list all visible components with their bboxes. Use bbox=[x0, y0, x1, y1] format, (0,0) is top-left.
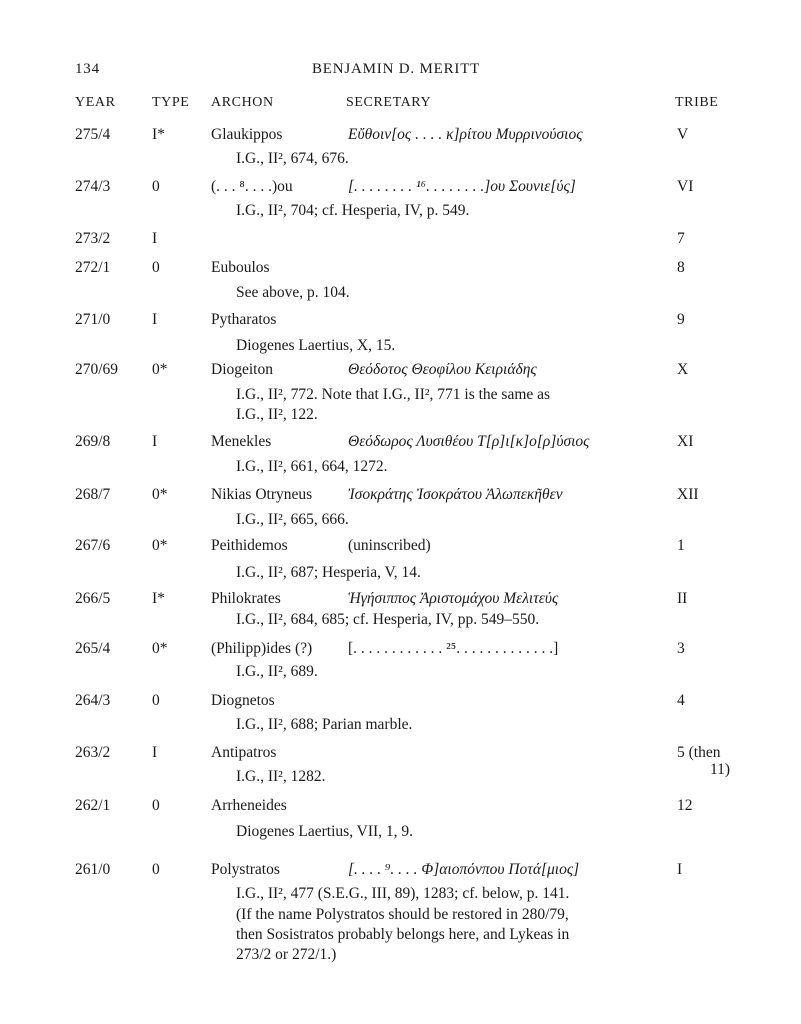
row-tribe: 8 bbox=[677, 259, 685, 276]
row-archon: (Philipp)ides (?) bbox=[211, 640, 313, 657]
row-archon: Glaukippos bbox=[211, 126, 283, 143]
row-year: 272/1 bbox=[75, 259, 111, 276]
row-type: 0 bbox=[152, 861, 160, 878]
row-note: then Sosistratos probably belongs here, and Lykeas in bbox=[236, 926, 570, 943]
row-tribe: X bbox=[677, 361, 689, 378]
row-archon: Pytharatos bbox=[211, 311, 277, 328]
row-year: 269/8 bbox=[75, 433, 111, 450]
row-tribe: 5 (then bbox=[677, 744, 721, 761]
row-year: 267/6 bbox=[75, 537, 111, 554]
running-title: BENJAMIN D. MERITT bbox=[312, 61, 481, 77]
row-archon: Polystratos bbox=[211, 861, 280, 878]
row-tribe-continuation: 11) bbox=[710, 761, 731, 778]
row-tribe: 1 bbox=[677, 537, 685, 554]
row-year: 273/2 bbox=[75, 230, 111, 247]
row-type: I bbox=[152, 230, 158, 247]
row-note: I.G., II², 688; Parian marble. bbox=[236, 716, 413, 733]
row-year: 261/0 bbox=[75, 861, 111, 878]
row-secretary: (uninscribed) bbox=[348, 537, 431, 554]
row-type: 0 bbox=[152, 797, 160, 814]
row-note: I.G., II², 684, 685; cf. Hesperia, IV, pp. 549–550. bbox=[236, 611, 540, 628]
row-tribe: II bbox=[677, 590, 688, 607]
row-note: I.G., II², 772. Note that I.G., II², 771 is the same as bbox=[236, 386, 551, 403]
row-type: 0* bbox=[152, 640, 168, 657]
row-year: 262/1 bbox=[75, 797, 111, 814]
row-tribe: 12 bbox=[677, 797, 693, 814]
row-note: I.G., II², 122. bbox=[236, 406, 318, 423]
row-type: 0 bbox=[152, 178, 160, 195]
row-note: 273/2 or 272/1.) bbox=[236, 946, 337, 963]
row-tribe: 3 bbox=[677, 640, 685, 657]
column-header-type: TYPE bbox=[152, 95, 190, 110]
row-note: I.G., II², 661, 664, 1272. bbox=[236, 458, 388, 475]
row-type: I* bbox=[152, 126, 165, 143]
row-archon: Diogeiton bbox=[211, 361, 273, 378]
row-note: I.G., II², 477 (S.E.G., III, 89), 1283; cf. below, p. 141. bbox=[236, 885, 570, 902]
row-note: Diogenes Laertius, VII, 1, 9. bbox=[236, 823, 414, 840]
row-tribe: 9 bbox=[677, 311, 685, 328]
column-header-tribe: TRIBE bbox=[675, 95, 719, 110]
row-archon: Antipatros bbox=[211, 744, 277, 761]
row-note: I.G., II², 665, 666. bbox=[236, 511, 349, 528]
row-archon: Nikias Otryneus bbox=[211, 486, 313, 503]
row-secretary: Ἰσοκράτης Ἰσοκράτου Ἀλωπεκῆθεν bbox=[348, 486, 563, 503]
column-header-secretary: SECRETARY bbox=[346, 95, 432, 110]
row-secretary: [. . . . ⁹. . . . Φ]αιοπόνπου Ποτά[μιος] bbox=[348, 861, 580, 878]
row-note: I.G., II², 689. bbox=[236, 663, 318, 680]
row-archon: (. . . ⁸. . . .)ou bbox=[211, 178, 293, 195]
row-type: 0* bbox=[152, 361, 168, 378]
row-tribe: XI bbox=[677, 433, 694, 450]
row-year: 275/4 bbox=[75, 126, 111, 143]
row-note: Diogenes Laertius, X, 15. bbox=[236, 337, 396, 354]
row-archon: Philokrates bbox=[211, 590, 281, 607]
row-note: I.G., II², 687; Hesperia, V, 14. bbox=[236, 564, 421, 581]
column-header-year: YEAR bbox=[75, 95, 116, 110]
row-tribe: VI bbox=[677, 178, 694, 195]
row-archon: Peithidemos bbox=[211, 537, 288, 554]
row-secretary: [. . . . . . . . ¹⁶. . . . . . . .]ου Σουνιε[ύς] bbox=[348, 178, 576, 195]
row-type: 0 bbox=[152, 259, 160, 276]
row-year: 268/7 bbox=[75, 486, 111, 503]
row-tribe: 4 bbox=[677, 692, 685, 709]
row-year: 265/4 bbox=[75, 640, 111, 657]
row-note: I.G., II², 704; cf. Hesperia, IV, p. 549. bbox=[236, 202, 470, 219]
row-secretary: [. . . . . . . . . . . . ²⁵. . . . . . . . . . . . .] bbox=[348, 640, 559, 657]
row-type: I* bbox=[152, 590, 165, 607]
row-year: 263/2 bbox=[75, 744, 111, 761]
row-note: I.G., II², 1282. bbox=[236, 768, 326, 785]
row-secretary: Θεόδωρος Λυσιθέου Τ[ρ]ι[κ]ο[ρ]ύσιος bbox=[348, 433, 590, 450]
row-tribe: 7 bbox=[677, 230, 685, 247]
row-note: See above, p. 104. bbox=[236, 284, 350, 301]
row-type: 0* bbox=[152, 537, 168, 554]
row-secretary: Θεόδοτος Θεοφίλου Κειριάδης bbox=[348, 361, 537, 378]
row-note: (If the name Polystratos should be restored in 280/79, bbox=[236, 906, 569, 923]
row-tribe: I bbox=[677, 861, 683, 878]
row-tribe: XII bbox=[677, 486, 699, 503]
row-note: I.G., II², 674, 676. bbox=[236, 150, 349, 167]
row-archon: Arrheneides bbox=[211, 797, 287, 814]
column-header-archon: ARCHON bbox=[211, 95, 274, 110]
row-archon: Euboulos bbox=[211, 259, 270, 276]
row-year: 274/3 bbox=[75, 178, 111, 195]
row-year: 270/69 bbox=[75, 361, 119, 378]
page-number: 134 bbox=[75, 61, 100, 77]
row-type: 0 bbox=[152, 692, 160, 709]
row-year: 266/5 bbox=[75, 590, 111, 607]
row-year: 271/0 bbox=[75, 311, 111, 328]
row-type: 0* bbox=[152, 486, 168, 503]
row-type: I bbox=[152, 433, 158, 450]
row-type: I bbox=[152, 311, 158, 328]
row-type: I bbox=[152, 744, 158, 761]
row-secretary: Ἡγήσιππος Ἀριστομάχου Μελιτεύς bbox=[348, 590, 559, 607]
row-secretary: Εὔθοιν[ος . . . . κ]ρίτου Μυρρινούσιος bbox=[348, 126, 583, 143]
row-year: 264/3 bbox=[75, 692, 111, 709]
row-archon: Diognetos bbox=[211, 692, 275, 709]
row-archon: Menekles bbox=[211, 433, 272, 450]
row-tribe: V bbox=[677, 126, 689, 143]
